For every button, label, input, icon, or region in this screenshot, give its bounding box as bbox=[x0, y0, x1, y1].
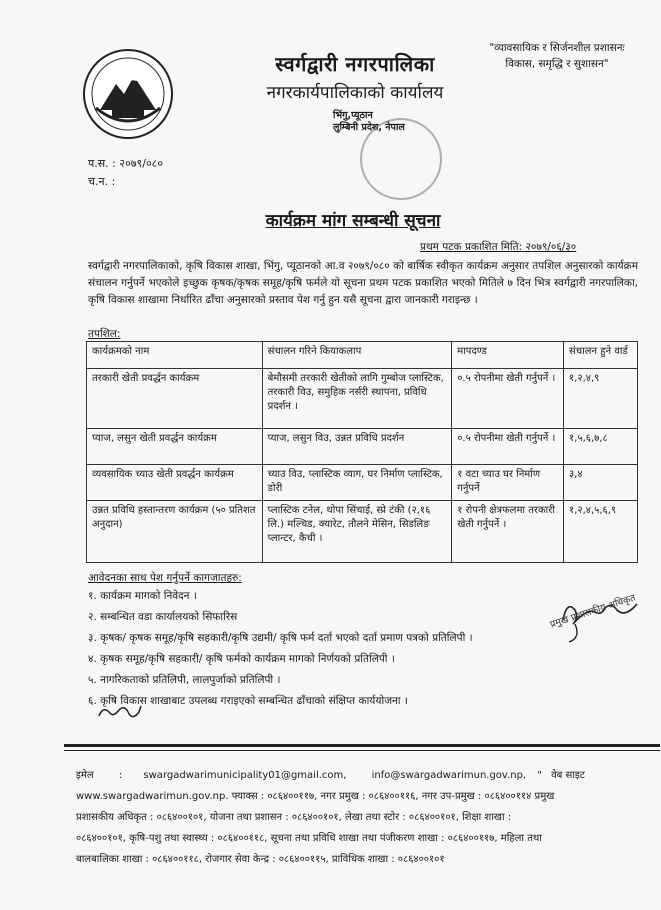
reference-number: प.स. : २०७९/०८० bbox=[88, 157, 164, 170]
column-header: संचालन गरिने कियाकलाप bbox=[262, 342, 452, 369]
office-phones: प्रशासकीय अधिकृत : ०८६४००१०१, योजना तथा प्रशासन : ०८६४००१०१, लेखा तथा स्टोर : ०८६४००१०१, शिक्षा शाखा : bbox=[76, 812, 512, 823]
table-cell: प्लास्टिक टनेल, थोपा सिंचाई, स्प्रे टंकी (२,१६ लि.) मल्चिड, क्यारेट, तौलने मेसिन, सिडलिङ प्लान्टर, कैची । bbox=[262, 501, 452, 563]
details-label: तपशिल: bbox=[88, 328, 121, 340]
office-phones: बालबालिका शाखा : ०८६४००११८, रोजगार सेवा केन्द्र : ०८६४००११५, प्राविधिक शाखा : ०८६४००१०१ bbox=[76, 854, 445, 865]
table-cell: १,२,४,५,६,९ bbox=[564, 501, 638, 563]
footer-contacts: इमेल : swargadwarimunicipality01@gmail.com, info@swargadwarimun.gov.np, " वेब साइट www.swargadwarimun.gov.np. फ्याक्स : ०८६४००११७, नगर प्रमुख : ०८६४००११६, नगर उप-प्रमुख : ०८६४००११४ प्रमुख प्रशासकीय अधिकृत : ०८६४००१०१, योजना तथा प्रशासन : ०८६४००१०१, लेखा तथा स्टोर : ०८६४००१०१, शिक्षा शाखा : ०८६४००१०१, कृषि-पशु तथा स्वास्थ्य : ०८६४००११८, सूचना तथा प्रविधि शाखा तथा पंजीकरण शाखा : ०८६४००११७, महिला तथा बालबालिका शाखा : ०८६४००११८, रोजगार सेवा केन्द्र : ०८६४००११५, प्राविधिक शाखा : ०८६४००१०१ bbox=[76, 765, 646, 870]
column-header: कार्यक्रमको नाम bbox=[87, 342, 263, 369]
table-cell: ३,४ bbox=[564, 465, 638, 501]
table-cell: ०.५ रोपनीमा खेती गर्नुपर्ने । bbox=[452, 369, 564, 429]
initials-icon bbox=[95, 700, 145, 726]
municipality-name: स्वर्गद्वारी नगरपालिका bbox=[275, 52, 435, 76]
website-label: वेब साइट bbox=[551, 770, 585, 781]
table-header-row bbox=[87, 342, 638, 369]
table-cell: व्यवसायिक च्याउ खेती प्रवर्द्धन कार्यक्रम bbox=[87, 465, 263, 501]
mayor-phone: नगर प्रमुख : ०८६४००११६, bbox=[320, 791, 419, 802]
attachments-list bbox=[88, 586, 473, 712]
list-item: ६. कृषि विकास शाखाबाट उपलब्ध गराइएको सम्बन्धित ढाँचाको संक्षिप्त कार्ययोजना । bbox=[88, 695, 408, 707]
program-table bbox=[86, 341, 638, 563]
table-cell: तरकारी खेती प्रवर्द्धन कार्यक्रम bbox=[87, 369, 263, 429]
table-row bbox=[87, 465, 638, 501]
table-row bbox=[87, 429, 638, 465]
attachments-title: आवेदनका साथ पेश गर्नुपर्ने कागजातहरु: bbox=[88, 572, 242, 584]
table-row bbox=[87, 369, 638, 429]
table-cell: प्याज, लसुन विउ, उन्नत प्रविधि प्रदर्शन bbox=[262, 429, 452, 465]
list-item: ३. कृषक/ कृषक समूह/कृषि सहकारी/कृषि उद्यमी/ कृषि फर्म दर्ता भएको दर्ता प्रमाण पत्रको प्रतिलिपी । bbox=[88, 632, 473, 644]
publish-date: प्रथम पटक प्रकाशित मिति: २०७९/०६/३० bbox=[420, 241, 577, 253]
footer-divider bbox=[64, 744, 660, 747]
table-cell: च्याउ विउ, प्लास्टिक व्याग, घर निर्माण प्लास्टिक, डोरी bbox=[262, 465, 452, 501]
email-link[interactable]: info@swargadwarimun.gov.np, bbox=[371, 770, 527, 781]
fax-number: फ्याक्स : ०८६४००११७, bbox=[231, 791, 318, 802]
table-cell: १,५,६,७,८ bbox=[564, 429, 638, 465]
table-cell: बेमौसमी तरकारी खेतीको लागि गुम्बोज प्लास्टिक, तरकारी विउ, समुहिक नर्सरी स्थापना, प्रविधि प्रदर्शन । bbox=[262, 369, 452, 429]
deputy-mayor-phone: नगर उप-प्रमुख : ०८६४००११४ प्रमुख bbox=[421, 791, 555, 802]
column-header: मापदण्ड bbox=[452, 342, 564, 369]
website-link[interactable]: www.swargadwarimun.gov.np. bbox=[76, 791, 229, 802]
table-cell: १,२,४,९ bbox=[564, 369, 638, 429]
notice-body: स्वर्गद्वारी नगरपालिकाको, कृषि विकास शाखा, भिंगु, प्यूठानको आ.व २०७९/०८० को बार्षिक स्वीकृत कार्यक्रम अनुसार तपशिल अनुसारको कार्यक्रम संचालन गर्नुपर्ने भएकोले इच्छुक कृषक/कृषक समूह/कृषि फर्मले यो सूचना प्रथम पटक प्रकाशित भएको मितिले ७ दिन भित्र स्वर्गद्वारी नगरपालिका, कृषि विकास शाखामा निर्धारित ढाँचा अनुसारको प्रस्ताव पेश गर्नु हुन यसै सूचना द्वारा जानकारी गराइन्छ । bbox=[88, 260, 638, 306]
list-item: १. कार्यक्रम मागको निवेदन । bbox=[88, 590, 197, 602]
office-phones: ०८६४००१०१, कृषि-पशु तथा स्वास्थ्य : ०८६४००११८, सूचना तथा प्रविधि शाखा तथा पंजीकरण शाखा : ०८६४००११७, महिला तथा bbox=[76, 833, 542, 844]
table-cell: १ रोपनी क्षेत्रफलमा तरकारी खेती गर्नुपर्ने । bbox=[452, 501, 564, 563]
signatory-title: प्रमुख प्रशासकीय अधिकृत bbox=[548, 592, 638, 631]
dispatch-number: च.न. : bbox=[88, 175, 116, 188]
list-item: २. सम्बन्धित वडा कार्यालयको सिफारिस bbox=[88, 611, 238, 623]
table-cell: १ वटा च्याउ घर निर्माण गर्नुपर्ने bbox=[452, 465, 564, 501]
table-cell: ०.५ रोपनीमा खेती गर्नुपर्ने । bbox=[452, 429, 564, 465]
notice-subject: कार्यक्रम मांग सम्बन्धी सूचना bbox=[265, 211, 441, 231]
list-item: ५. नागरिकताको प्रतिलिपी, लालपुर्जाको प्रतिलिपी । bbox=[88, 674, 281, 686]
nepal-emblem-icon bbox=[82, 48, 174, 140]
list-item: ४. कृषक समूह/कृषि सहकारी/ कृषि फर्मको कार्यक्रम मागको निर्णयको प्रतिलिपी । bbox=[88, 653, 395, 665]
footer-divider bbox=[64, 750, 660, 751]
email-link[interactable]: swargadwarimunicipality01@gmail.com, bbox=[143, 770, 347, 781]
office-address: भिंगु,प्यूठान लुम्बिनी प्रदेश, नेपाल bbox=[333, 110, 405, 133]
office-name: नगरकार्यपालिकाको कार्यालय bbox=[266, 83, 444, 103]
table-row bbox=[87, 501, 638, 563]
table-cell: उन्नत प्रविधि हस्तान्तरण कार्यक्रम (५० प्रतिशत अनुदान) bbox=[87, 501, 263, 563]
motto: "व्यावसायिक र सिर्जनशील प्रशासनः विकास, समृद्धि र सुशासन" bbox=[489, 42, 625, 70]
table-cell: प्याज, लसुन खेती प्रवर्द्धन कार्यक्रम bbox=[87, 429, 263, 465]
column-header: संचालन हुने वार्ड bbox=[564, 342, 638, 369]
email-label: इमेल bbox=[76, 770, 94, 781]
